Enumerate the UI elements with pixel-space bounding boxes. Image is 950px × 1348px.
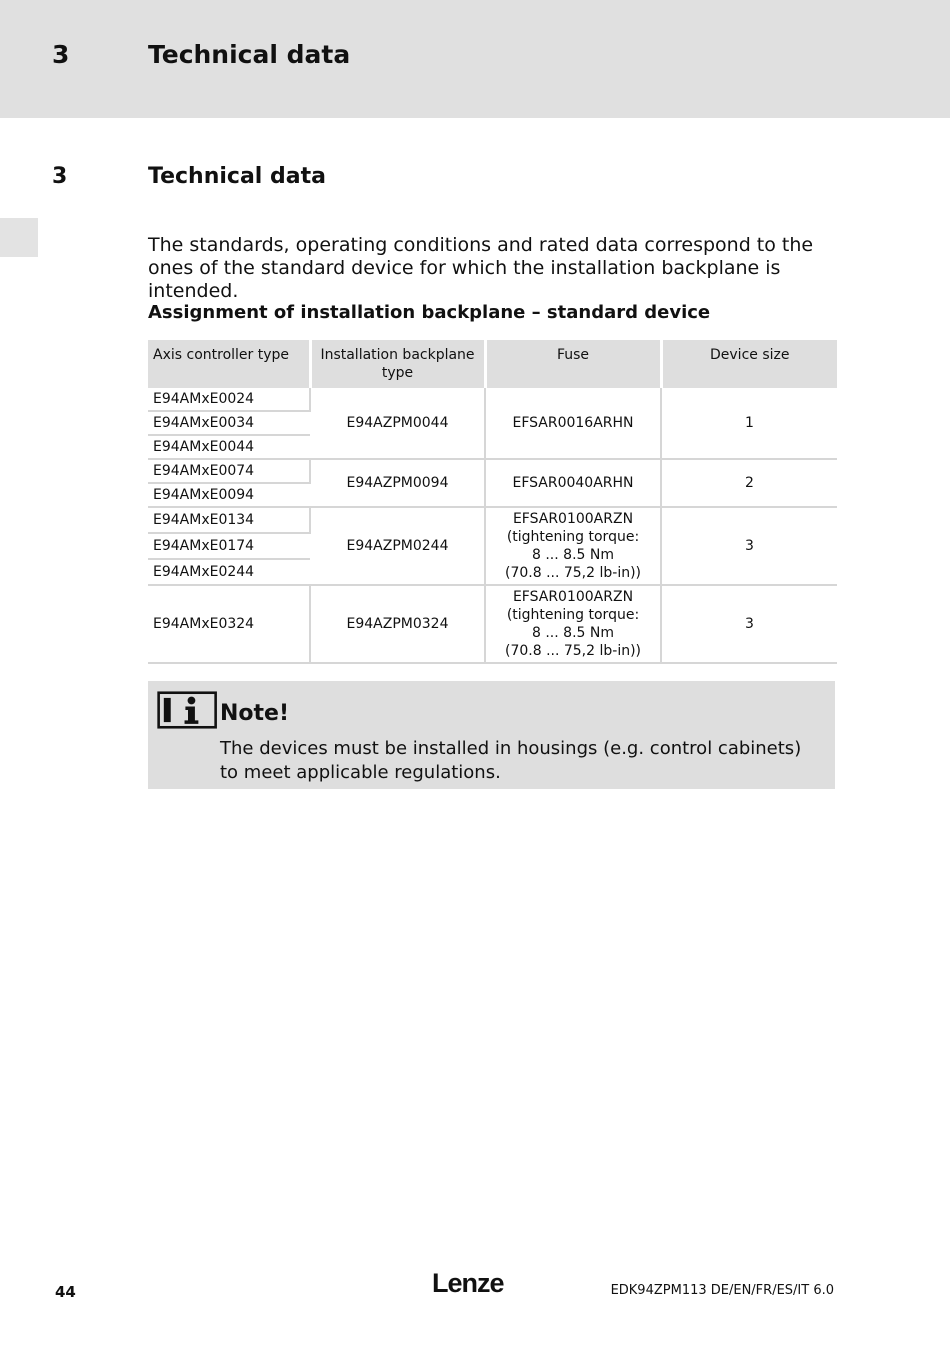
backplane-cell: E94AZPM0244 <box>310 507 485 585</box>
page-number: 44 <box>55 1283 76 1301</box>
size-cell: 2 <box>661 459 837 507</box>
axis-cell: E94AMxE0094 <box>148 483 310 507</box>
assignment-table <box>148 340 837 664</box>
fuse-line: EFSAR0100ARZN <box>512 589 634 605</box>
backplane-cell: E94AZPM0094 <box>310 459 485 507</box>
section-number: 3 <box>52 164 68 189</box>
lenze-logo: Lenze <box>432 1268 504 1298</box>
col-header-axis: Axis controller type <box>148 340 310 388</box>
fuse-line: 8 ... 8.5 Nm <box>532 547 614 563</box>
col-header-backplane: Installation backplane type <box>310 340 485 388</box>
fuse-cell <box>485 459 661 507</box>
size-cell: 3 <box>661 585 837 663</box>
fuse-line: 8 ... 8.5 Nm <box>532 625 614 641</box>
backplane-cell: E94AZPM0324 <box>310 585 485 663</box>
fuse-line: (tightening torque: <box>506 529 640 545</box>
chapter-title: Technical data <box>148 40 351 69</box>
table-row <box>148 507 837 533</box>
note-box <box>148 681 835 789</box>
chapter-number: 3 <box>52 40 70 69</box>
axis-cell: E94AMxE0174 <box>148 533 310 559</box>
table-row <box>148 459 837 483</box>
chapter-side-tab <box>0 218 38 257</box>
intro-paragraph: The standards, operating conditions and rated data correspond to the ones of the standard device for which the installation backplane is intended. <box>148 234 814 302</box>
table-header-row <box>148 340 837 388</box>
axis-cell: E94AMxE0044 <box>148 435 310 459</box>
document-id: EDK94ZPM113 DE/EN/FR/ES/IT 6.0 <box>610 1283 834 1298</box>
axis-cell: E94AMxE0134 <box>148 507 310 533</box>
fuse-cell <box>485 585 661 663</box>
axis-cell: E94AMxE0074 <box>148 459 310 483</box>
section-title: Technical data <box>148 164 326 189</box>
fuse-line: (70.8 ... 75,2 lb-in)) <box>504 565 642 581</box>
table-row <box>148 388 837 411</box>
fuse-cell <box>485 388 661 459</box>
size-cell: 3 <box>661 507 837 585</box>
size-cell: 1 <box>661 388 837 459</box>
table-row <box>148 585 837 663</box>
axis-cell: E94AMxE0034 <box>148 411 310 435</box>
axis-cell: E94AMxE0024 <box>148 388 310 411</box>
note-title: Note! <box>220 701 289 726</box>
col-header-fuse: Fuse <box>485 340 661 388</box>
fuse-line: EFSAR0100ARZN <box>512 511 634 527</box>
fuse-line: (tightening torque: <box>506 607 640 623</box>
fuse-cell <box>485 507 661 585</box>
info-icon <box>156 691 220 729</box>
table-heading: Assignment of installation backplane – standard device <box>148 302 711 323</box>
fuse-line: EFSAR0040ARHN <box>512 475 634 491</box>
fuse-line: (70.8 ... 75,2 lb-in)) <box>504 643 642 659</box>
chapter-header-band <box>0 0 950 118</box>
axis-cell: E94AMxE0244 <box>148 559 310 585</box>
axis-cell: E94AMxE0324 <box>148 585 310 663</box>
col-header-size: Device size <box>661 340 837 388</box>
note-text: The devices must be installed in housings (e.g. control cabinets) to meet applicable regulations. <box>220 738 802 783</box>
fuse-line: EFSAR0016ARHN <box>512 415 634 431</box>
backplane-cell: E94AZPM0044 <box>310 388 485 459</box>
